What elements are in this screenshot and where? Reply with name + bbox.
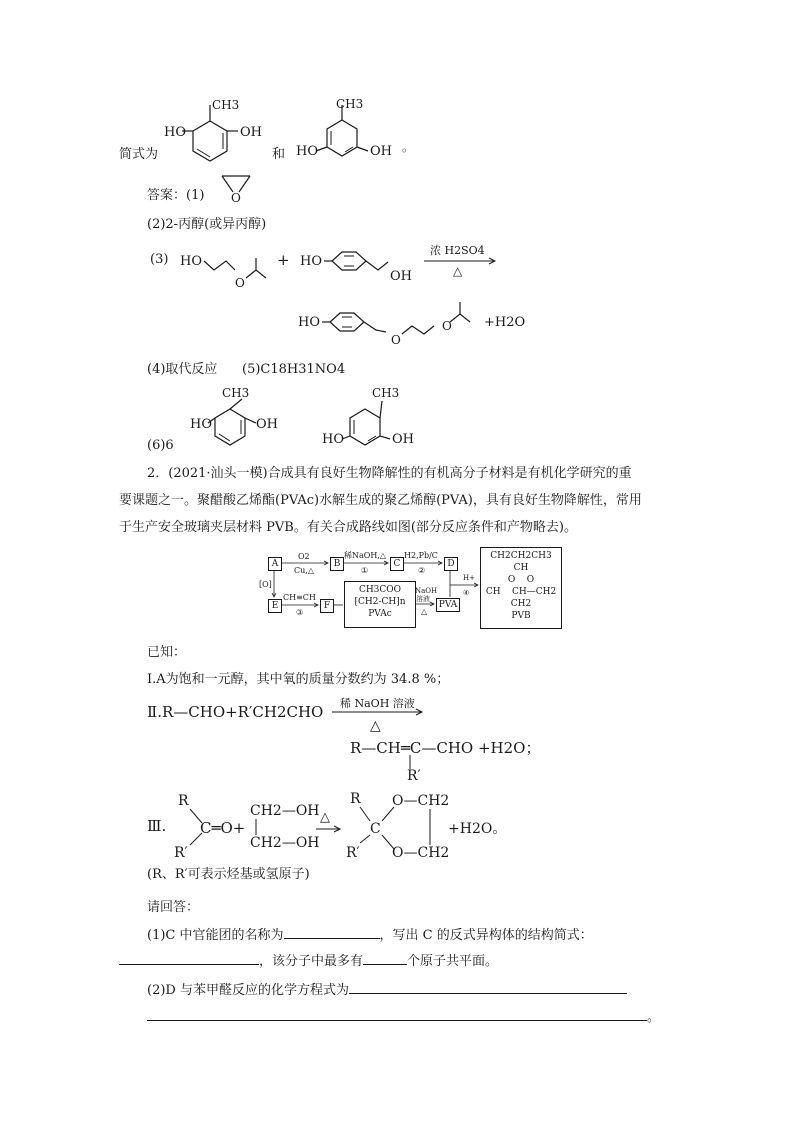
svg-text:C═O+: C═O+ — [200, 819, 246, 837]
svg-text:O2: O2 — [298, 552, 310, 561]
q2-line3: 于生产安全玻璃夹层材料 PVB。有关合成路线如图(部分反应条件和产物略去)。 — [119, 520, 577, 535]
node-f: F — [320, 599, 334, 613]
known-note: (R、R′可表示烃基或氢原子) — [147, 867, 310, 882]
synthesis-scheme — [258, 545, 563, 630]
known-iii-reaction — [168, 785, 528, 875]
svg-text:△: △ — [421, 607, 428, 616]
node-a: A — [268, 557, 282, 571]
svg-text:R′: R′ — [174, 845, 188, 861]
q2-line1: 2．(2021·汕头一模)合成具有良好生物降解性的有机高分子材料是有机化学研究的重 — [147, 466, 632, 481]
known-title: 已知： — [147, 645, 187, 660]
ch3-label: CH3 — [212, 98, 240, 112]
reaction-3 — [180, 232, 510, 292]
known-i: Ⅰ.A为饱和一元醇，其中氧的质量分数约为 34.8 %； — [147, 672, 450, 687]
intro-prefix: 简式为 — [119, 147, 159, 162]
known-ii-left: Ⅱ.R—CHO+R′CH2CHO — [147, 703, 324, 721]
svg-text:O: O — [235, 276, 245, 290]
svg-text:+H2O: +H2O — [484, 315, 526, 330]
svg-text:HO: HO — [322, 432, 344, 447]
svg-text:O: O — [231, 191, 241, 205]
svg-text:稀NaOH,△: 稀NaOH,△ — [344, 551, 386, 560]
pvb-box: CH2CH2CH3 CH O O CH CH—CH2 CH2 PVB — [480, 547, 562, 629]
svg-text:④: ④ — [463, 589, 470, 597]
svg-text:O: O — [442, 319, 452, 333]
svg-text:OH: OH — [370, 144, 392, 159]
svg-text:HO: HO — [300, 254, 322, 269]
question-2-line1: (2)D 与苯甲醛反应的化学方程式为 — [147, 979, 627, 1000]
svg-text:Cu,△: Cu,△ — [294, 566, 314, 575]
known-ii-arrow — [330, 696, 430, 736]
svg-text:+: + — [277, 251, 290, 269]
svg-text:CH3: CH3 — [222, 386, 250, 400]
svg-text:CH≡CH: CH≡CH — [283, 593, 316, 602]
known-ii-product: R—CH═C—CHO +H2O； — [350, 739, 541, 757]
svg-text:R′: R′ — [346, 845, 360, 861]
svg-text:①: ① — [361, 566, 369, 575]
question-2-line2: 。 — [147, 1006, 660, 1027]
answer-6-structures — [190, 383, 450, 453]
question-1-line2: ，该分子中最多有 个原子共平面。 — [119, 950, 498, 971]
answer-2: (2)2-丙醇(或异丙醇) — [147, 217, 267, 232]
answer-blank-5[interactable] — [147, 1006, 647, 1021]
node-d: D — [444, 557, 458, 571]
svg-text:OH: OH — [392, 432, 414, 447]
svg-text:△: △ — [370, 718, 381, 734]
answer-label: 答案：(1) — [147, 188, 205, 203]
svg-text:H2,Pb/C: H2,Pb/C — [404, 551, 438, 560]
answer-3-label: (3) — [150, 252, 169, 267]
svg-text:浓 H2SO4: 浓 H2SO4 — [430, 244, 485, 257]
node-pva: PVA — [436, 598, 460, 612]
ho-label: HO — [164, 125, 186, 140]
pvac-box: CH3COO ⁅CH2-CH⁆n PVAc — [344, 581, 416, 628]
epoxide-structure — [218, 170, 258, 206]
svg-text:O—CH2: O—CH2 — [392, 793, 450, 809]
svg-text:HO: HO — [190, 417, 212, 432]
svg-text:HO: HO — [180, 254, 202, 269]
svg-text:③: ③ — [296, 608, 304, 617]
known-ii-r: R′ — [407, 768, 421, 784]
svg-text:O—CH2: O—CH2 — [392, 845, 450, 861]
answer-6: (6)6 — [147, 438, 174, 453]
svg-text:NaOH: NaOH — [415, 587, 438, 595]
reaction-3-product — [298, 292, 538, 352]
svg-text:+H2O。: +H2O。 — [448, 821, 507, 837]
answer-blank-4[interactable] — [349, 979, 627, 994]
svg-text:溶液: 溶液 — [416, 595, 430, 603]
answer-blank-1[interactable] — [284, 924, 380, 939]
svg-text:CH2—OH: CH2—OH — [250, 835, 320, 851]
questions-prompt: 请回答： — [147, 900, 200, 915]
svg-text:稀 NaOH 溶液: 稀 NaOH 溶液 — [340, 697, 415, 710]
q2-line2: 要课题之一。聚醋酸乙烯酯(PVAc)水解生成的聚乙烯醇(PVA)，具有良好生物降解性，常用 — [119, 493, 642, 508]
answer-5: (5)C18H31NO4 — [242, 362, 346, 377]
intro-connector: 和 — [272, 147, 286, 162]
svg-text:R: R — [350, 791, 361, 807]
oh-label: OH — [240, 125, 262, 140]
node-c: C — [390, 557, 404, 571]
svg-text:△: △ — [453, 264, 463, 278]
known-iii-label: Ⅲ. — [147, 817, 167, 835]
svg-text:H+: H+ — [463, 574, 475, 582]
svg-text:O: O — [391, 333, 401, 347]
svg-text:。: 。 — [402, 140, 415, 154]
svg-text:CH3: CH3 — [336, 97, 364, 111]
svg-text:[O]: [O] — [259, 580, 272, 589]
svg-text:OH: OH — [390, 269, 412, 284]
svg-text:HO: HO — [298, 315, 320, 330]
answer-4: (4)取代反应 — [147, 362, 218, 377]
svg-text:C: C — [370, 821, 381, 837]
svg-text:HO: HO — [296, 144, 318, 159]
svg-text:②: ② — [418, 566, 426, 575]
svg-text:OH: OH — [256, 417, 278, 432]
structure-methylresorcinol-2 — [160, 95, 280, 165]
structure-orcinol — [292, 95, 415, 165]
answer-blank-3[interactable] — [363, 950, 407, 965]
node-b: B — [330, 557, 344, 571]
question-1-line1: (1)C 中官能团的名称为 ，写出 C 的反式异构体的结构简式： — [147, 924, 593, 945]
node-e: E — [268, 599, 282, 613]
svg-text:R: R — [178, 793, 189, 809]
svg-text:△: △ — [320, 810, 330, 825]
svg-text:CH3: CH3 — [372, 386, 400, 400]
answer-blank-2[interactable] — [119, 950, 259, 965]
svg-text:CH2—OH: CH2—OH — [250, 803, 320, 819]
